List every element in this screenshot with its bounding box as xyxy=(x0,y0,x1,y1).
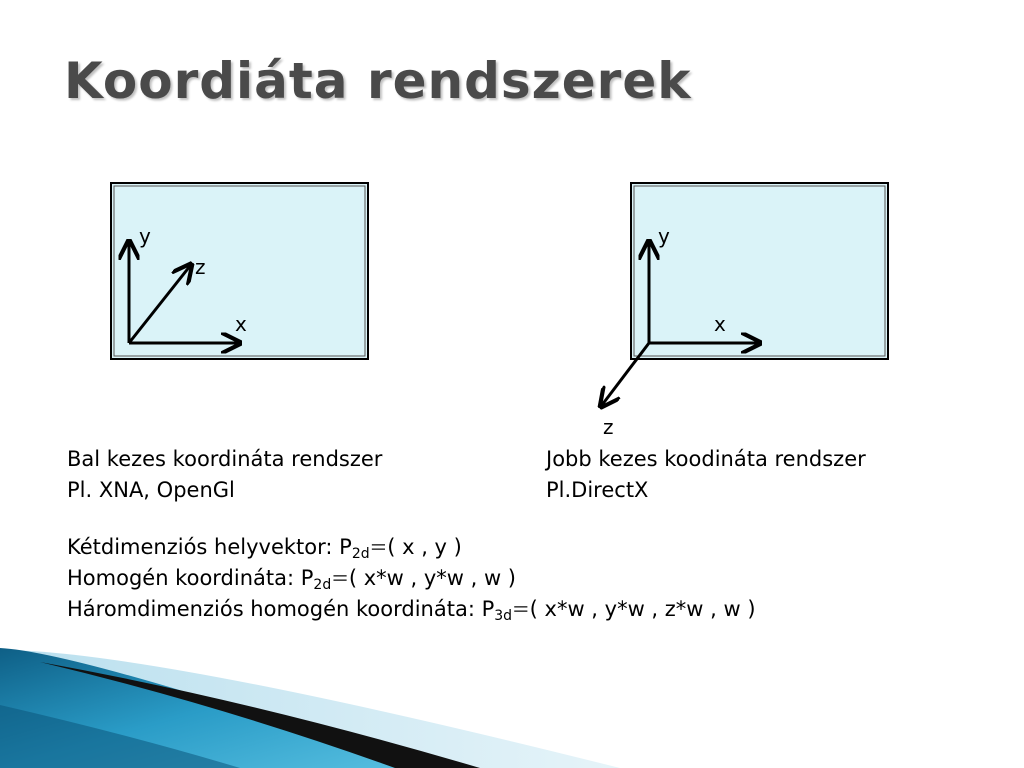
slide-title: Koordiáta rendszerek xyxy=(64,52,692,110)
formula-value: ( x*w , y*w , w ) xyxy=(348,566,516,590)
left-handed-system xyxy=(111,183,368,359)
formula-prefix: Háromdimenziós homogén koordináta: P xyxy=(67,597,495,621)
right-z-axis-arrow xyxy=(602,343,649,405)
corner-swoosh-decoration xyxy=(0,638,1024,768)
formula-prefix: Homogén koordináta: P xyxy=(67,566,314,590)
right-z-label: z xyxy=(603,415,614,439)
formula-value: ( x , y ) xyxy=(387,535,462,559)
formula-2d-position xyxy=(67,535,462,562)
right-system-box xyxy=(631,183,888,359)
formula-subscript: 3d xyxy=(494,608,513,624)
left-system-example: Pl. XNA, OpenGl xyxy=(67,478,235,502)
left-x-label: x xyxy=(235,312,247,336)
formula-equals: = xyxy=(331,566,349,590)
formula-subscript: 2d xyxy=(313,577,332,593)
formula-3d-homogeneous xyxy=(67,597,756,624)
left-y-label: y xyxy=(139,224,151,248)
left-system-caption: Bal kezes koordináta rendszer xyxy=(67,447,383,471)
formula-equals: = xyxy=(512,597,530,621)
right-x-label: x xyxy=(714,312,726,336)
formula-equals: = xyxy=(369,535,388,559)
right-y-label: y xyxy=(658,224,670,248)
formula-value: ( x*w , y*w , z*w , w ) xyxy=(529,597,756,621)
right-system-example: Pl.DirectX xyxy=(546,478,649,502)
right-system-caption: Jobb kezes koodináta rendszer xyxy=(546,447,866,471)
formula-subscript: 2d xyxy=(351,546,370,562)
right-handed-system xyxy=(602,183,888,439)
formula-2d-homogeneous xyxy=(67,566,516,593)
formula-prefix: Kétdimenziós helyvektor: P xyxy=(67,535,352,559)
left-z-label: z xyxy=(195,255,206,279)
